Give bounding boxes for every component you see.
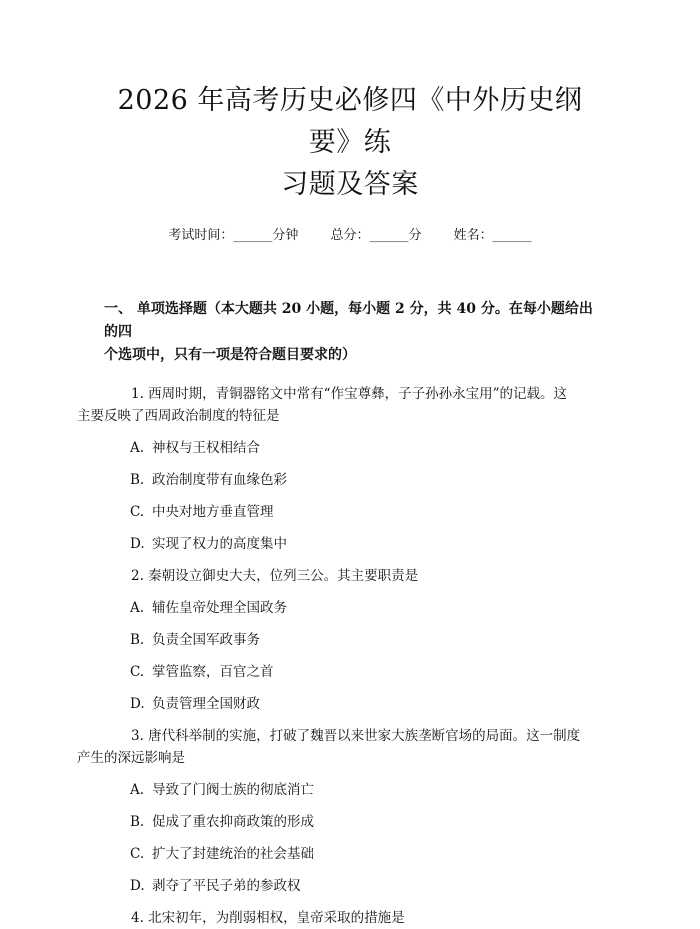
option-text: 负责全国军政事务	[152, 632, 260, 648]
question-stem-line: 主要反映了西周政治制度的特征是	[77, 408, 280, 424]
question-1-stem	[77, 383, 596, 427]
option-letter: A.	[130, 600, 145, 616]
question-stem-line: 4. 北宋初年，为削弱相权，皇帝采取的措施是	[131, 910, 405, 926]
section-heading-line-1: 一、 单项选择题（本大题共 20 小题，每小题 2 分，共 40 分。在每小题给出的四	[104, 301, 593, 340]
question-2-option-c	[104, 661, 596, 683]
option-letter: B.	[130, 814, 145, 830]
document-title	[104, 0, 596, 206]
option-letter: D.	[130, 536, 145, 552]
section-heading	[104, 298, 596, 367]
student-name-field: 姓名：______	[453, 228, 532, 243]
option-letter: C.	[130, 664, 145, 680]
question-2-option-a	[104, 597, 596, 619]
question-2-option-d	[104, 693, 596, 715]
question-1-option-d	[104, 533, 596, 555]
option-text: 负责管理全国财政	[152, 696, 260, 712]
option-letter: C.	[130, 846, 145, 862]
section-heading-line-2: 个选项中，只有一项是符合题目要求的）	[104, 347, 356, 363]
option-text: 掌管监察，百官之首	[152, 664, 274, 680]
question-1-option-b	[104, 469, 596, 491]
option-text: 政治制度带有血缘色彩	[152, 472, 287, 488]
option-text: 促成了重农抑商政策的形成	[152, 814, 314, 830]
question-stem-line: 产生的深远影响是	[77, 750, 185, 766]
option-letter: B.	[130, 472, 145, 488]
question-1-option-a	[104, 437, 596, 459]
option-letter: D.	[130, 878, 145, 894]
exam-time-field: 考试时间：______分钟	[168, 228, 299, 243]
question-2-option-b	[104, 629, 596, 651]
option-letter: B.	[130, 632, 145, 648]
question-3-stem	[77, 725, 596, 769]
option-text: 神权与王权相结合	[152, 440, 260, 456]
question-stem-line: 2. 秦朝设立御史大夫，位列三公。其主要职责是	[131, 568, 419, 584]
question-3-option-a	[104, 779, 596, 801]
option-text: 辅佐皇帝处理全国政务	[152, 600, 287, 616]
title-line-1: 2026 年高考历史必修四《中外历史纲要》练	[117, 85, 583, 158]
question-2-stem	[104, 565, 596, 587]
option-letter: A.	[130, 782, 145, 798]
option-text: 导致了门阀士族的彻底消亡	[152, 782, 314, 798]
question-stem-line: 3. 唐代科举制的实施，打破了魏晋以来世家大族垄断官场的局面。这一制度	[131, 728, 581, 744]
option-text: 扩大了封建统治的社会基础	[152, 846, 314, 862]
option-letter: C.	[130, 504, 145, 520]
option-text: 剥夺了平民子弟的参政权	[152, 878, 301, 894]
question-1-option-c	[104, 501, 596, 523]
option-text: 实现了权力的高度集中	[152, 536, 287, 552]
total-score-field: 总分：______分	[330, 228, 422, 243]
question-3-option-d	[104, 875, 596, 897]
exam-meta-line	[104, 226, 596, 246]
question-3-option-b	[104, 811, 596, 833]
question-4-stem	[104, 907, 596, 929]
title-line-2: 习题及答案	[281, 169, 419, 200]
question-3-option-c	[104, 843, 596, 865]
option-text: 中央对地方垂直管理	[152, 504, 274, 520]
question-stem-line: 1. 西周时期，青铜器铭文中常有“作宝尊彝，子子孙孙永宝用”的记载。这	[131, 386, 567, 402]
option-letter: D.	[130, 696, 145, 712]
option-letter: A.	[130, 440, 145, 456]
